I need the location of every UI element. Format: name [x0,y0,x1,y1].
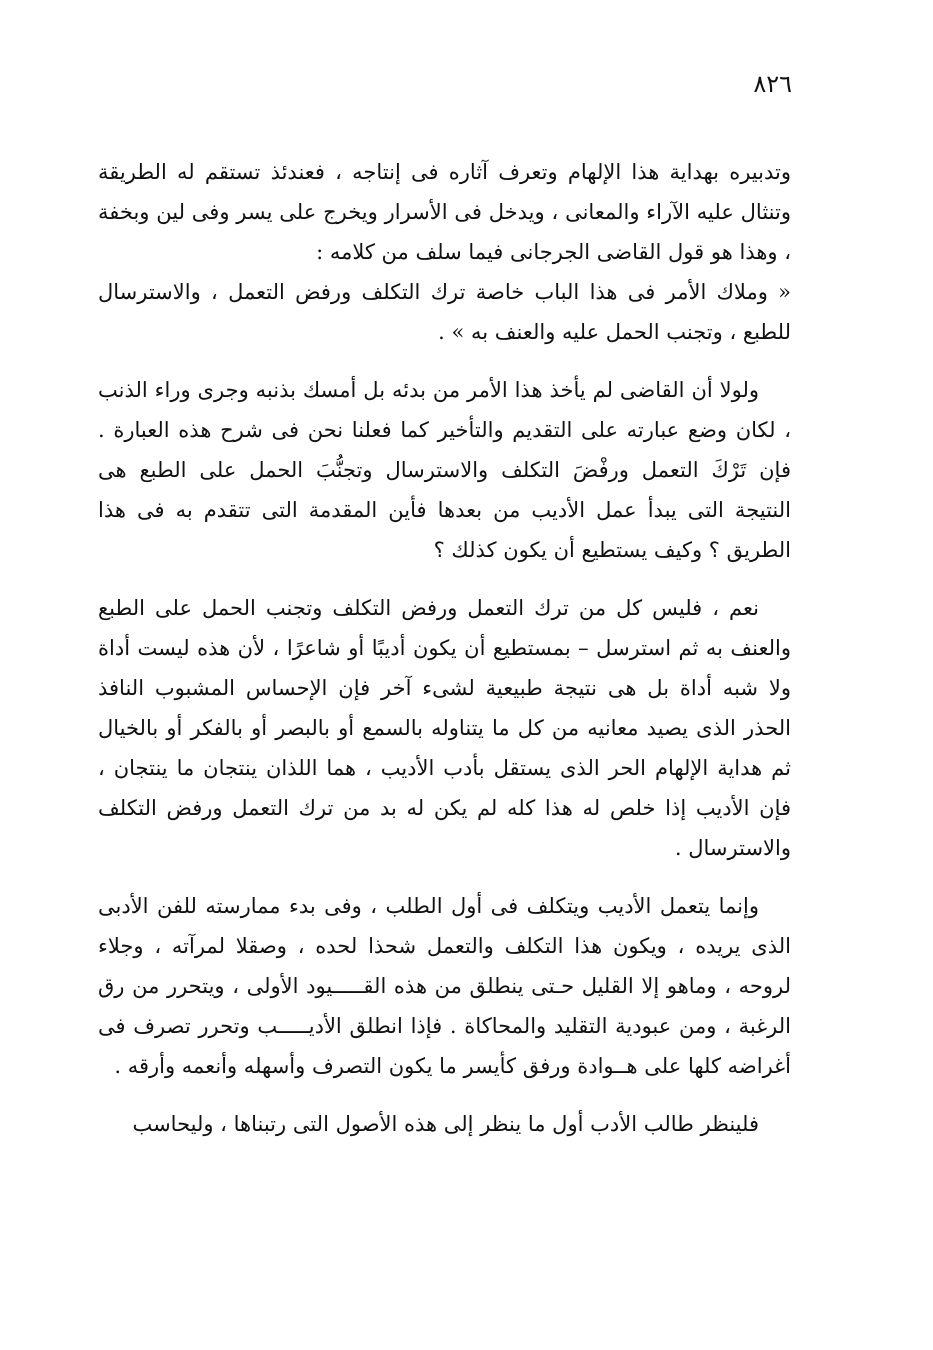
page-number: ٨٢٦ [753,70,792,98]
quotation-paragraph: « وملاك الأمر فى هذا الباب خاصة ترك التكلف ورفض التعمل ، والاسترسال للطبع ، وتجنب الحمل عليه والعنف به » . [98,280,791,344]
paragraph-3: نعم ، فليس كل من ترك التعمل ورفض التكلف وتجنب الحمل على الطبع والعنف به ثم استرسل – بمستطيع أن يكون أديبًا أو شاعرًا ، لأن هذه ليست أداة ولا شبه أداة بل هى نتيجة طبيعية لشىء آخر فإن الإحساس المشبوب النافذ الحذر الذى يصيد معانيه من كل ما يتناوله بالسمع أو بالبصر أو بالفكر أو بالخيال ثم هداية الإلهام الحر الذى يستقل بأدب الأديب ، هما اللذان ينتجان ما ينتجان ، فإن الأديب إذا خلص له هذا كله لم يكن له بد من ترك التعمل ورفض التكلف والاسترسال . [98,596,792,860]
paragraph-1: وتدبيره بهداية هذا الإلهام وتعرف آثاره فى إنتاجه ، فعندئذ تستقم له الطريقة وتنثال عليه الآراء والمعانى ، ويدخل فى الأسرار ويخرج على يسر وفى لين وبخفة ، وهذا هو قول القاضى الجرجانى فيما سلف من كلامه : [98,160,791,264]
paragraph-5: فلينظر طالب الأدب أول ما ينظر إلى هذه الأصول التى رتبناها ، وليحاسب [132,1112,759,1136]
body-text [98,152,791,1144]
paragraph-4: وإنما يتعمل الأديب ويتكلف فى أول الطلب ، وفى بدء ممارسته للفن الأدبى الذى يريده ، ويكون هذا التكلف والتعمل شحذا لحده ، وصقلا لمرآته ، وجلاء لروحه ، وماهو إلا القليل حـتى ينطلق من هذه القـــــيود الأولى ، ويتحرر من رق الرغبة ، ومن عبودية التقليد والمحاكاة . فإذا انطلق الأديـــــب وتحرر تصرف فى أغراضه كلها على هــوادة ورفق كأيسر ما يكون التصرف وأسهله وأنعمه وأرقه . [98,894,791,1078]
paragraph-2: ولولا أن القاضى لم يأخذ هذا الأمر من بدئه بل أمسك بذنبه وجرى وراء الذنب ، لكان وضع عبارته على التقديم والتأخير كما فعلنا نحن فى شرح هذه العبارة . فإن تَرْكَ التعمل ورفْضَ التكلف والاسترسال وتجنُّبَ الحمل على الطبع هى النتيجة التى يبدأ عمل الأديب من بعدها فأين المقدمة التى تتقدم به فى هذا الطريق ؟ وكيف يستطيع أن يكون كذلك ؟ [98,378,791,562]
